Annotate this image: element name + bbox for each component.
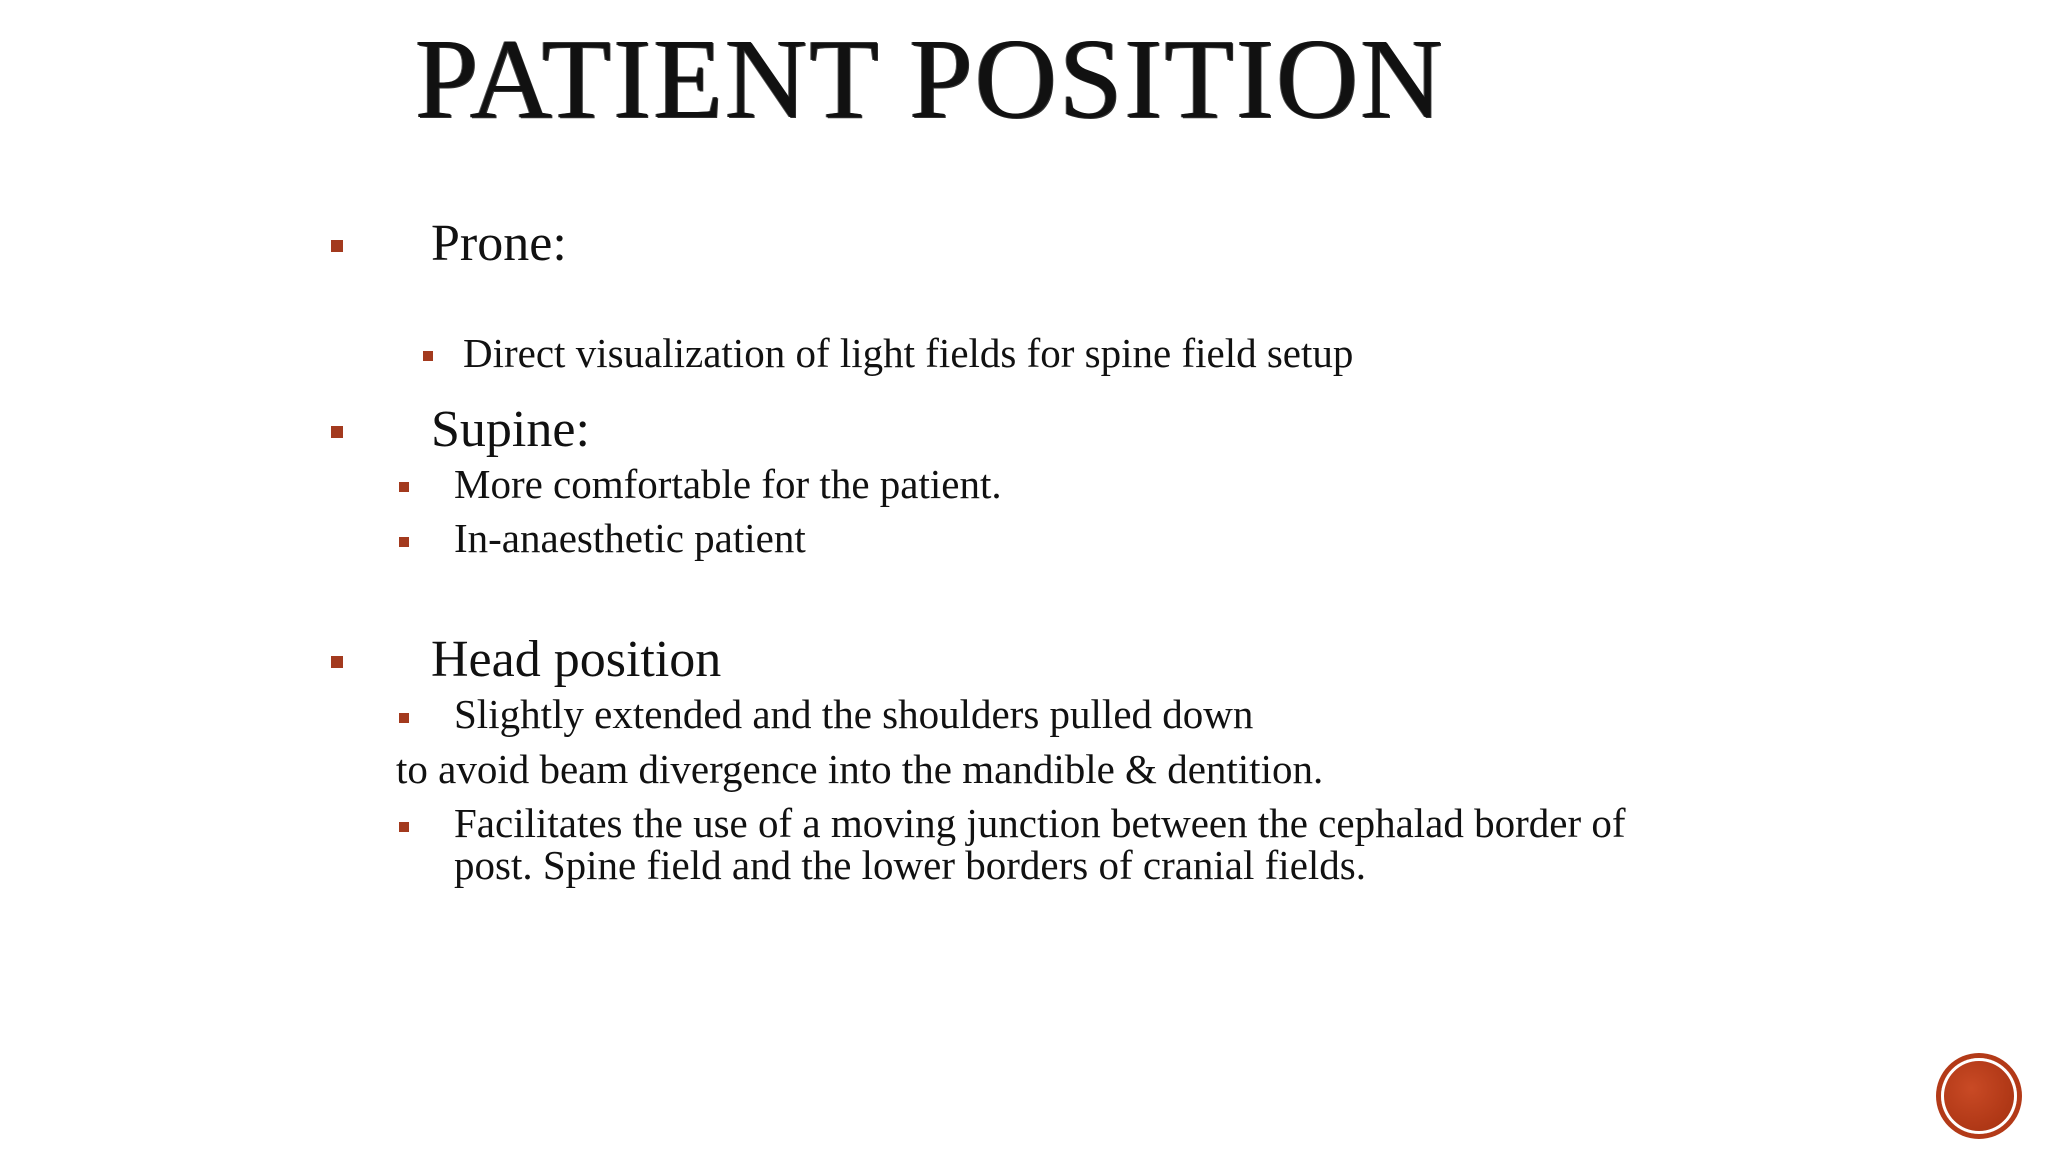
- list-item: Direct visualization of light fields for spine field setup: [463, 330, 1354, 376]
- list-item: Facilitates the use of a moving junction between the cephalad border of post. Spine field and the lower borders of cranial fields.: [454, 800, 1626, 888]
- continuation-text: to avoid beam divergence into the mandible & dentition.: [396, 746, 1324, 792]
- section-heading-prone: Prone:: [431, 215, 567, 272]
- sub-bullet-icon: [399, 822, 409, 832]
- section-heading-supine: Supine:: [431, 401, 590, 458]
- bullet-icon: [331, 656, 343, 668]
- sub-bullet-icon: [399, 482, 409, 492]
- sub-bullet-icon: [423, 351, 433, 361]
- slide-title: PATIENT POSITION: [415, 15, 1445, 142]
- list-item: In-anaesthetic patient: [454, 515, 806, 561]
- list-item: Slightly extended and the shoulders pulled down: [454, 691, 1254, 737]
- section-heading-head-position: Head position: [431, 631, 722, 688]
- bullet-icon: [331, 240, 343, 252]
- next-slide-circle-icon[interactable]: [1941, 1058, 2017, 1134]
- sub-bullet-icon: [399, 537, 409, 547]
- list-item: More comfortable for the patient.: [454, 461, 1002, 507]
- sub-bullet-icon: [399, 713, 409, 723]
- bullet-icon: [331, 426, 343, 438]
